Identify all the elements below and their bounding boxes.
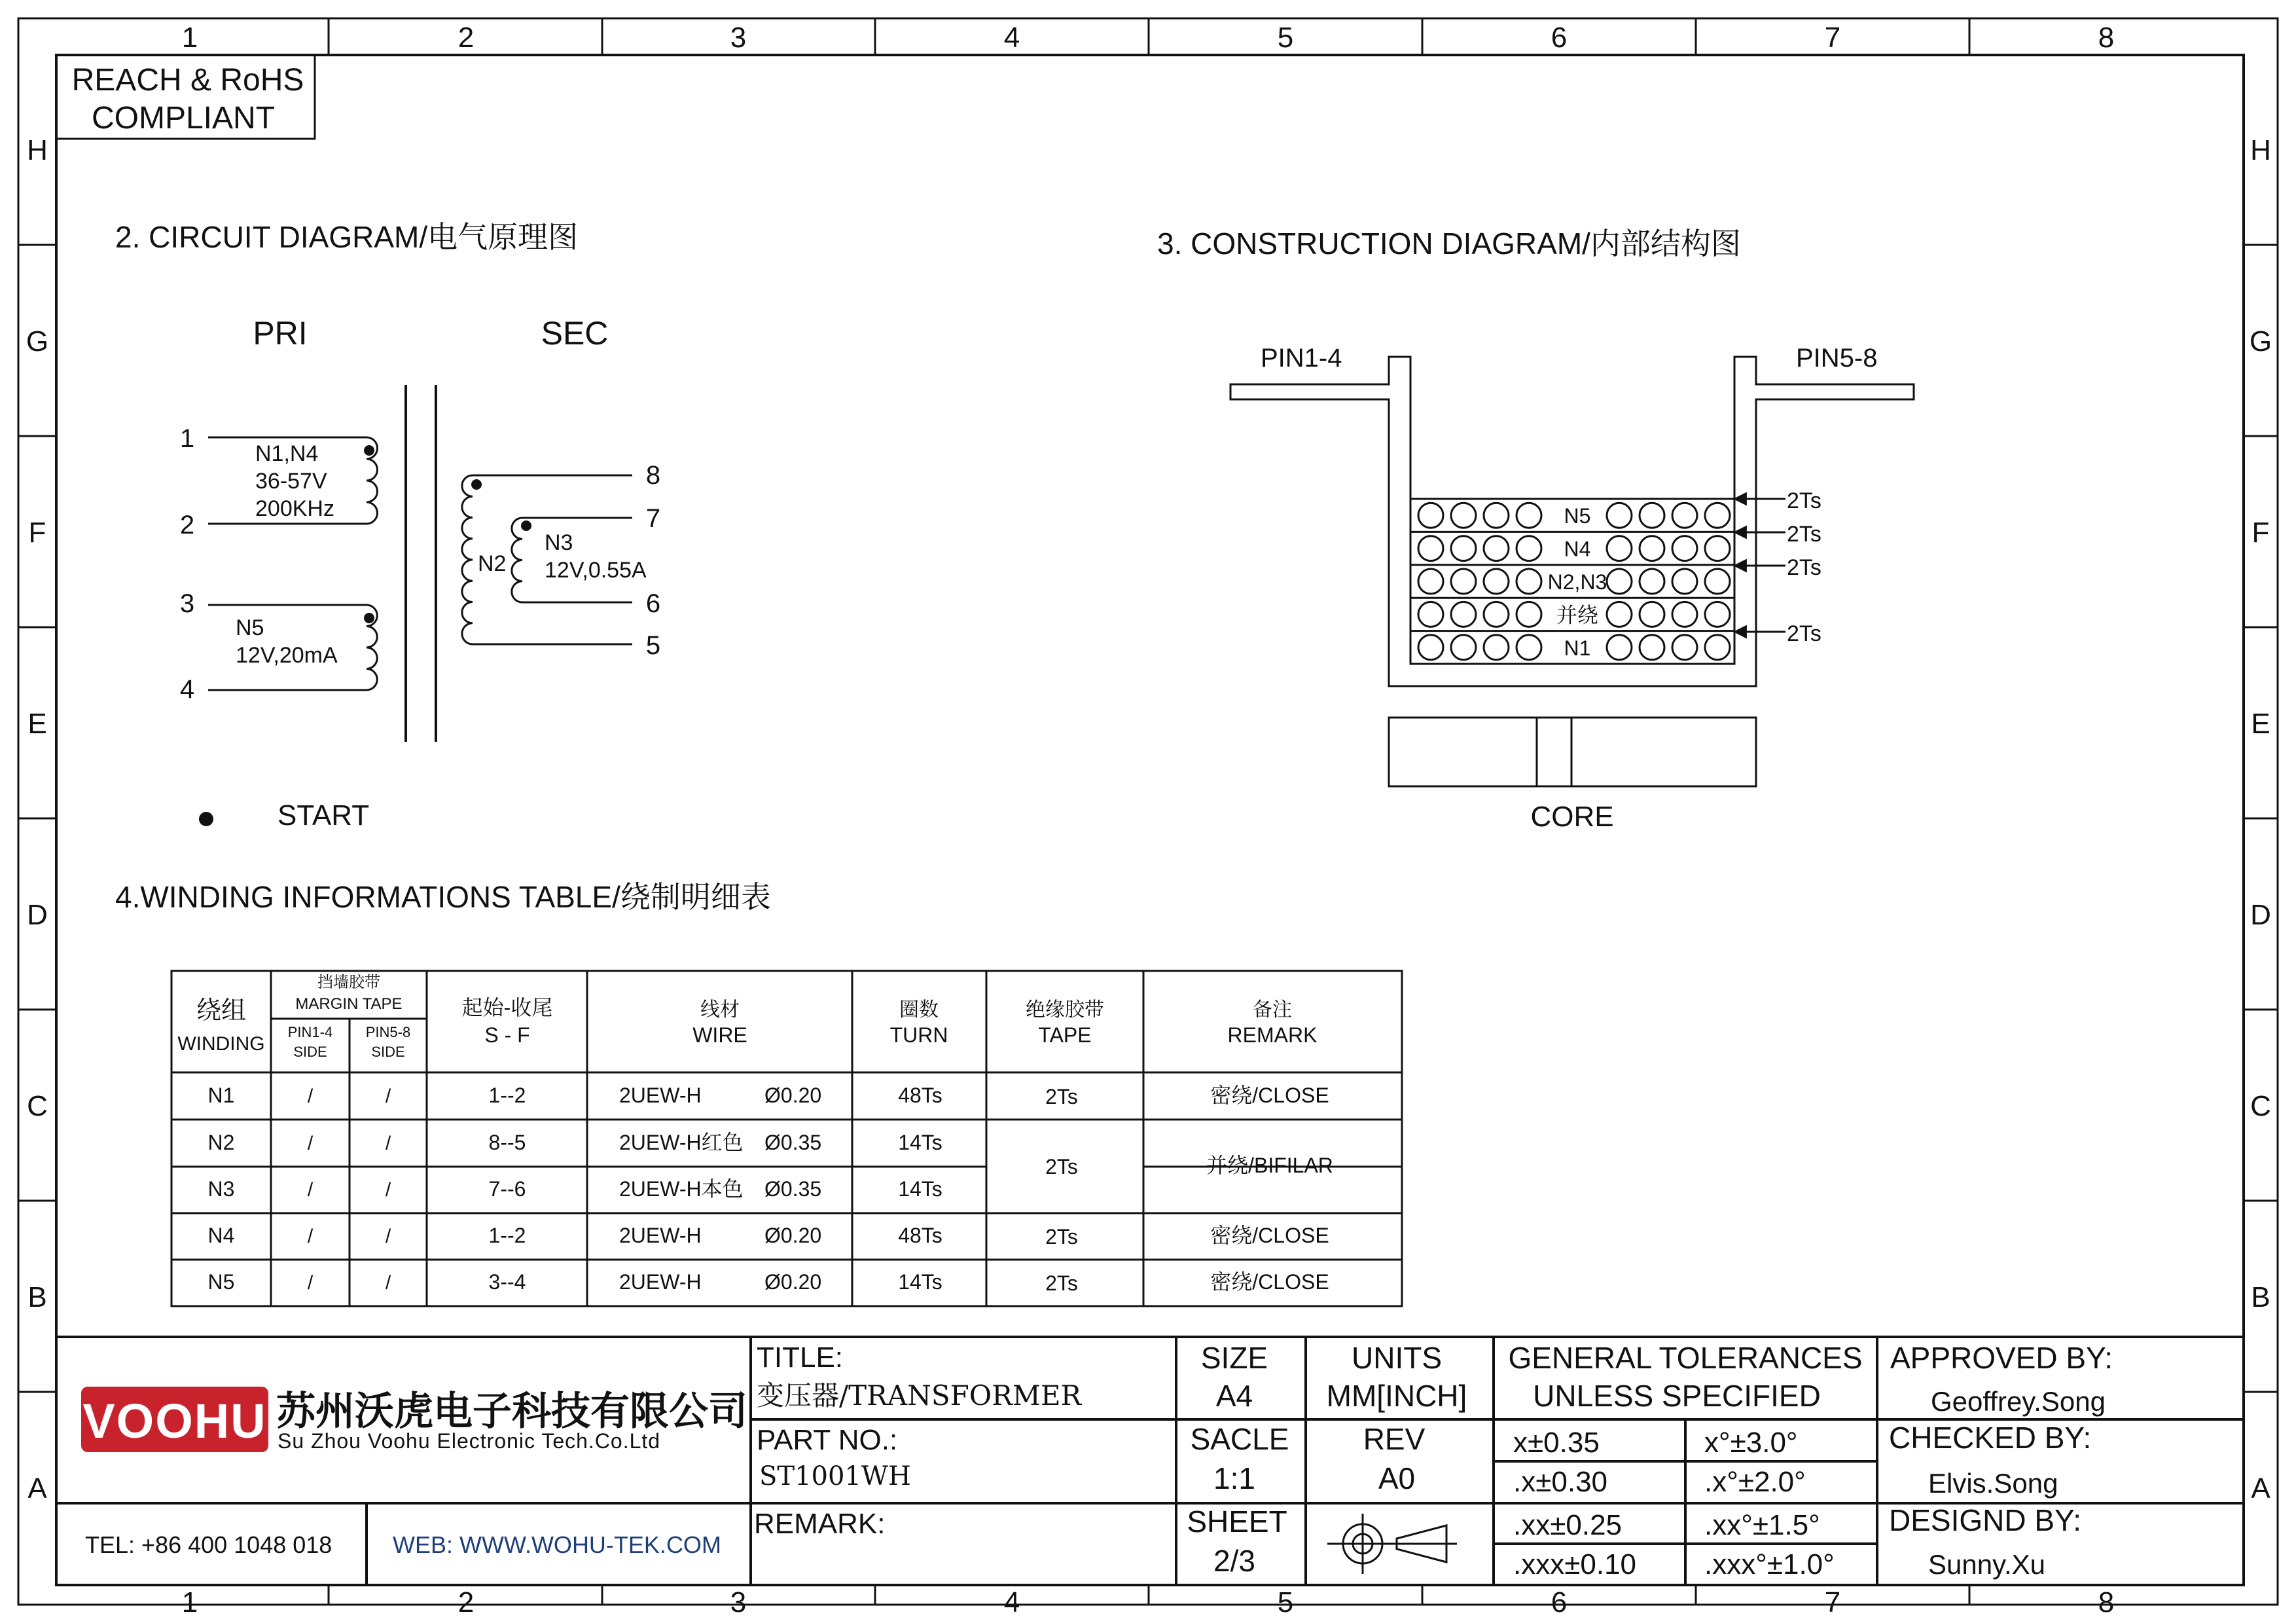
tol-angular-3: .xxx°±1.0° [1704,1548,1835,1580]
zone-row-left: F [28,517,46,549]
cell-turns: 48Ts [898,1084,942,1107]
layer-label: N2,N3 [1547,570,1607,594]
zone-col-top: 3 [730,22,747,54]
wire-turn [1607,602,1632,627]
wire-turn [1516,635,1541,660]
wire-turn [1607,635,1632,660]
hdr-pin58: PIN5-8 [365,1024,411,1040]
core-label: CORE [1530,801,1614,833]
zone-col-bottom: 6 [1551,1586,1568,1618]
zone-col-top: 4 [1003,22,1020,54]
pin-3: 3 [179,589,195,618]
tol-angular-1: .x°±2.0° [1704,1466,1806,1498]
zone-row-left: E [27,708,47,740]
wire-turn [1484,569,1509,594]
hdr-pin58-side: SIDE [371,1044,405,1060]
wire-turn [1418,569,1443,594]
cell-start-finish: 1--2 [488,1224,526,1247]
tol-linear-0: x±0.35 [1513,1427,1600,1459]
size-value: A4 [1215,1379,1253,1413]
wire-turn [1418,536,1443,561]
cell-margin-pin58: / [385,1226,391,1247]
tel: TEL: +86 400 1048 018 [85,1531,332,1558]
website: WEB: WWW.WOHU-TEK.COM [393,1531,721,1558]
tape-cell-n2n3: 2Ts [1045,1155,1078,1178]
hdr-tape-en: TAPE [1038,1023,1092,1047]
sheet-label: SHEET [1187,1504,1287,1539]
tol-header-2: UNLESS SPECIFIED [1533,1379,1821,1413]
hdr-remark-en: REMARK [1227,1023,1318,1047]
zone-row-right: G [2249,325,2272,357]
table-rows [208,1084,942,1294]
wire-turn [1705,536,1730,561]
wire-turn [1672,536,1697,561]
compliance-line-2: COMPLIANT [91,101,276,136]
wire-turn [1451,635,1476,660]
title-label: TITLE: [757,1341,844,1374]
wire-turn [1484,602,1509,627]
hdr-winding-en: WINDING [177,1033,265,1055]
remark-label: REMARK: [754,1508,886,1540]
wire-turn [1516,569,1541,594]
hdr-margin-cn: 挡墙胶带 [317,974,380,991]
winding-table [115,880,1402,1306]
wire-turn [1451,602,1476,627]
zone-row-right: A [2251,1472,2270,1504]
wire-turn [1484,635,1509,660]
cell-winding: N3 [207,1177,235,1201]
voohu-logo [81,1387,268,1452]
zone-row-right: E [2251,708,2270,740]
hdr-wire-en: WIRE [692,1023,747,1047]
construction-diagram [1157,227,1914,833]
hdr-margin-en: MARGIN TAPE [295,995,403,1013]
wire-turn [1451,569,1476,594]
n3-label: N3 [545,530,573,555]
wire-turn [1640,635,1664,660]
zone-row-left: B [27,1281,47,1313]
wire-turn [1640,503,1664,528]
pin-4: 4 [179,675,195,704]
tol-linear-2: .xx±0.25 [1513,1509,1623,1541]
table-heading: 4.WINDING INFORMATIONS TABLE/绕制明细表 [115,880,771,914]
wire-turn [1516,503,1541,528]
wire-turn [1607,569,1632,594]
pri-label: PRI [253,315,308,352]
hdr-turn-en: TURN [889,1023,948,1047]
n5-rating: 12V,20mA [236,643,338,668]
start-label: START [278,799,370,831]
cell-wire: 2UEW-H红色 [619,1131,744,1154]
approved-label: APPROVED BY: [1890,1341,2113,1375]
tape-cell-n5: 2Ts [1045,1271,1078,1295]
cell-start-finish: 1--2 [488,1084,526,1107]
cell-diameter: Ø0.20 [764,1270,822,1294]
core-shape [1389,718,1756,786]
zone-col-bottom: 7 [1824,1586,1841,1618]
zone-row-left: C [27,1090,48,1122]
zone-col-top: 6 [1551,22,1568,54]
cell-margin-pin58: / [385,1133,391,1154]
cell-margin-pin14: / [307,1085,314,1107]
winding-layers [1410,503,1734,660]
cell-winding: N4 [207,1224,235,1247]
n1n4-label: N1,N4 [255,441,319,466]
checked-value: Elvis.Song [1928,1468,2058,1499]
remark-cell-n5: 密绕/CLOSE [1210,1270,1329,1294]
construction-heading: 3. CONSTRUCTION DIAGRAM/内部结构图 [1157,227,1741,261]
tol-angular-0: x°±3.0° [1704,1427,1798,1459]
tol-linear-1: .x±0.30 [1513,1466,1608,1498]
scale-value: 1:1 [1213,1461,1255,1495]
cell-margin-pin58: / [385,1272,391,1294]
company-name-en: Su Zhou Voohu Electronic Tech.Co.Ltd [278,1429,661,1453]
cell-margin-pin58: / [385,1085,391,1107]
zone-col-bottom: 2 [457,1586,475,1618]
wire-turn [1672,602,1697,627]
wire-turn [1672,635,1697,660]
cell-winding: N5 [207,1270,235,1294]
zone-row-left: H [27,134,48,166]
zone-col-top: 5 [1277,22,1294,54]
wire-turn [1705,569,1730,594]
wire-turn [1451,536,1476,561]
layer-label: N4 [1564,537,1591,561]
hdr-pin14: PIN1-4 [287,1024,333,1040]
pin-left-label: PIN1-4 [1261,344,1342,373]
cell-turns: 48Ts [898,1224,942,1247]
hdr-tape-cn: 绝缘胶带 [1026,998,1104,1021]
remark-cell-n1: 密绕/CLOSE [1210,1084,1329,1107]
zone-row-right: D [2250,899,2271,931]
tol-linear-3: .xxx±0.10 [1513,1548,1637,1580]
size-label: SIZE [1200,1341,1268,1375]
hdr-wire-cn: 线材 [700,998,740,1021]
wire-turn [1705,635,1730,660]
svg-text:VOOHU: VOOHU [82,1394,267,1448]
remark-cell-n2n3: 并绕/BIFILAR [1206,1154,1333,1177]
wire-turn [1672,569,1697,594]
start-dot [199,812,213,826]
wire-turn [1640,602,1664,627]
zone-row-right: H [2250,134,2271,166]
zone-col-top: 1 [181,22,198,54]
wire-turn [1418,503,1443,528]
title-block [56,1337,2244,1585]
tape-cell-n1: 2Ts [1045,1085,1078,1108]
rev-label: REV [1363,1422,1426,1456]
tape-cell-n4: 2Ts [1045,1225,1078,1249]
cell-margin-pin14: / [307,1133,314,1154]
wire-turn [1705,602,1730,627]
zone-col-top: 2 [457,22,475,54]
cell-turns: 14Ts [898,1131,942,1154]
cell-wire: 2UEW-H [619,1270,702,1294]
zone-row-left: A [27,1472,47,1504]
zone-row-left: G [26,325,49,357]
wire-turn [1516,536,1541,561]
pin-1: 1 [179,424,195,453]
layer-label: N5 [1564,504,1591,528]
zone-col-bottom: 1 [181,1586,198,1618]
layer-label: 并绕 [1556,603,1599,627]
tape-label-2: 2Ts [1787,522,1821,547]
designed-label: DESIGND BY: [1889,1503,2081,1537]
cell-diameter: Ø0.20 [764,1224,822,1247]
wire-turn [1484,503,1509,528]
rev-value: A0 [1378,1461,1416,1495]
cell-diameter: Ø0.20 [764,1084,822,1107]
hdr-pin14-side: SIDE [293,1044,327,1060]
n1n4-frequency: 200KHz [255,496,334,521]
zone-row-right: B [2251,1281,2270,1313]
cell-start-finish: 3--4 [488,1270,526,1294]
zone-col-top: 8 [2098,22,2115,54]
cell-diameter: Ø0.35 [764,1131,822,1154]
projection-symbol-icon [1327,1514,1457,1574]
units-value: MM[INCH] [1326,1379,1467,1413]
compliance-line-1: REACH & RoHS [71,63,304,98]
hdr-turn-cn: 圈数 [899,998,939,1021]
cell-winding: N1 [207,1084,235,1107]
units-label: UNITS [1352,1341,1442,1375]
tape-arrows [1734,499,1785,632]
remark-cell-n4: 密绕/CLOSE [1210,1224,1329,1247]
n3-rating: 12V,0.55A [545,558,647,583]
tape-label-4: 2Ts [1787,621,1821,646]
zone-col-bottom: 5 [1277,1586,1294,1618]
zone-row-left: D [27,899,48,931]
cell-wire: 2UEW-H [619,1224,702,1247]
pin-5: 5 [645,631,661,660]
cell-margin-pin14: / [307,1272,314,1294]
compliance-box [56,55,315,139]
approved-value: Geoffrey.Song [1931,1386,2106,1417]
pin-6: 6 [645,589,661,618]
n2-label: N2 [478,551,507,576]
tape-label-1: 2Ts [1787,488,1821,513]
cell-margin-pin14: / [307,1179,314,1201]
pin-7: 7 [645,504,661,533]
hdr-sf-en: S - F [484,1023,530,1047]
cell-margin-pin14: / [307,1226,314,1247]
zone-row-right: F [2251,517,2270,549]
cell-start-finish: 8--5 [488,1131,526,1154]
tol-header-1: GENERAL TOLERANCES [1508,1341,1863,1375]
cell-turns: 14Ts [898,1177,942,1201]
layer-label: N1 [1564,636,1591,660]
zone-col-bottom: 4 [1003,1586,1020,1618]
cell-wire: 2UEW-H本色 [619,1177,744,1201]
title-value: 变压器/TRANSFORMER [757,1379,1082,1412]
wire-turn [1607,503,1632,528]
scale-label: SACLE [1190,1422,1289,1456]
tol-angular-2: .xx°±1.5° [1704,1509,1820,1541]
circuit-heading: 2. CIRCUIT DIAGRAM/电气原理图 [115,220,579,254]
hdr-sf-cn: 起始-收尾 [461,996,553,1019]
hdr-winding-cn: 绕组 [196,997,247,1025]
wire-turn [1418,635,1443,660]
part-label: PART NO.: [757,1424,898,1456]
n5-label: N5 [236,615,264,640]
circuit-diagram [115,220,660,831]
cell-winding: N2 [207,1131,235,1154]
n1n4-voltage: 36-57V [255,469,327,494]
pin-2: 2 [179,511,195,539]
part-value: ST1001WH [759,1461,911,1491]
sheet-value: 2/3 [1213,1544,1255,1578]
sec-label: SEC [541,315,609,352]
wire-turn [1516,602,1541,627]
pin-right-label: PIN5-8 [1796,344,1878,373]
cell-start-finish: 7--6 [488,1177,526,1201]
zone-col-bottom: 3 [730,1586,747,1618]
cell-wire: 2UEW-H [619,1084,702,1107]
wire-turn [1705,503,1730,528]
cell-margin-pin58: / [385,1179,391,1201]
company-name-cn: 苏州沃虎电子科技有限公司 [276,1389,747,1433]
zone-col-bottom: 8 [2098,1586,2115,1618]
pin-8: 8 [645,461,661,490]
hdr-remark-cn: 备注 [1253,998,1292,1021]
wire-turn [1418,602,1443,627]
wire-turn [1484,536,1509,561]
wire-turn [1640,569,1664,594]
tape-label-3: 2Ts [1787,555,1821,580]
wire-turn [1451,503,1476,528]
cell-diameter: Ø0.35 [764,1177,822,1201]
cell-turns: 14Ts [898,1270,942,1294]
wire-turn [1607,536,1632,561]
wire-turn [1672,503,1697,528]
zone-col-top: 7 [1824,22,1841,54]
checked-label: CHECKED BY: [1889,1421,2092,1455]
zone-row-right: C [2250,1090,2271,1122]
wire-turn [1640,536,1664,561]
designed-value: Sunny.Xu [1928,1549,2046,1580]
